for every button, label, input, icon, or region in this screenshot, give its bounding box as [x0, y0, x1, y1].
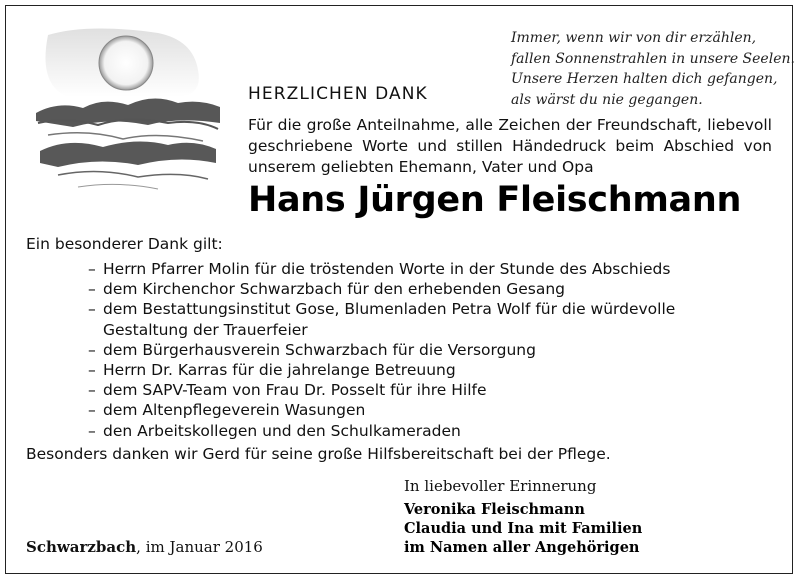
list-dash: – [88, 401, 96, 420]
list-item-text: dem Bürgerhausverein Schwarzbach für die Versorgung [103, 340, 536, 359]
thanks-list [88, 259, 728, 441]
place-town: Schwarzbach [26, 538, 137, 556]
family-line: Claudia und Ina mit Familien [404, 520, 643, 537]
place-and-date [26, 538, 263, 556]
place-date: , im Januar 2016 [136, 538, 263, 556]
list-item-text: Herrn Dr. Karras für die jahrelange Betreuung [103, 361, 456, 380]
list-item-text: dem Bestattungsinstitut Gose, Blumenladen Petra Wolf für die würdevolle Gestaltung der Trauerfeier [103, 300, 676, 339]
list-item-text: dem Altenpflegeverein Wasungen [103, 401, 366, 420]
memorial-poem [511, 28, 795, 110]
in-memory-line: In liebevoller Erinnerung [404, 477, 597, 495]
list-item [88, 299, 728, 339]
list-dash: – [88, 421, 96, 440]
list-dash: – [88, 381, 96, 400]
list-item [88, 380, 728, 400]
deceased-name: Hans Jürgen Fleischmann [248, 180, 742, 220]
list-item-text: dem Kirchenchor Schwarzbach für den erhebenden Gesang [103, 280, 566, 299]
poem-line: Immer, wenn wir von dir erzählen, [511, 30, 757, 46]
family-signature [404, 500, 642, 557]
list-dash: – [88, 280, 96, 299]
list-item-text: den Arbeitskollegen und den Schulkameraden [103, 421, 461, 440]
list-dash: – [88, 300, 96, 319]
list-item [88, 400, 728, 420]
poem-line: fallen Sonnenstrahlen in unsere Seelen. [511, 50, 795, 67]
special-thanks-title: Ein besonderer Dank gilt: [26, 235, 223, 253]
list-dash: – [88, 361, 96, 380]
family-line: Veronika Fleischmann [404, 501, 585, 518]
intro-paragraph: Für die große Anteilnahme, alle Zeichen der Freundschaft, liebevoll geschriebene Worte und stillen Händedruck beim Abschied von unserem geliebten Ehemann, Vater und Opa [248, 116, 772, 176]
list-item-text: dem SAPV-Team von Frau Dr. Posselt für ihre Hilfe [103, 381, 487, 400]
thank-you-heading: HERZLICHEN DANK [248, 84, 428, 104]
list-item [88, 279, 728, 299]
list-item [88, 421, 728, 441]
sunset-landscape-drawing [28, 25, 228, 200]
list-dash: – [88, 260, 96, 278]
family-line: im Namen aller Angehörigen [404, 539, 640, 556]
closing-sentence: Besonders danken wir Gerd für seine große Hilfsbereitschaft bei der Pflege. [26, 445, 611, 463]
list-item [88, 340, 728, 360]
list-item-text: Herrn Pfarrer Molin für die tröstenden Worte in der Stunde des Abschieds [103, 260, 671, 278]
poem-line: als wärst du nie gegangen. [511, 91, 703, 108]
poem-line: Unsere Herzen halten dich gefangen, [511, 71, 778, 87]
list-item [88, 259, 728, 279]
list-dash: – [88, 340, 96, 359]
list-item [88, 360, 728, 380]
